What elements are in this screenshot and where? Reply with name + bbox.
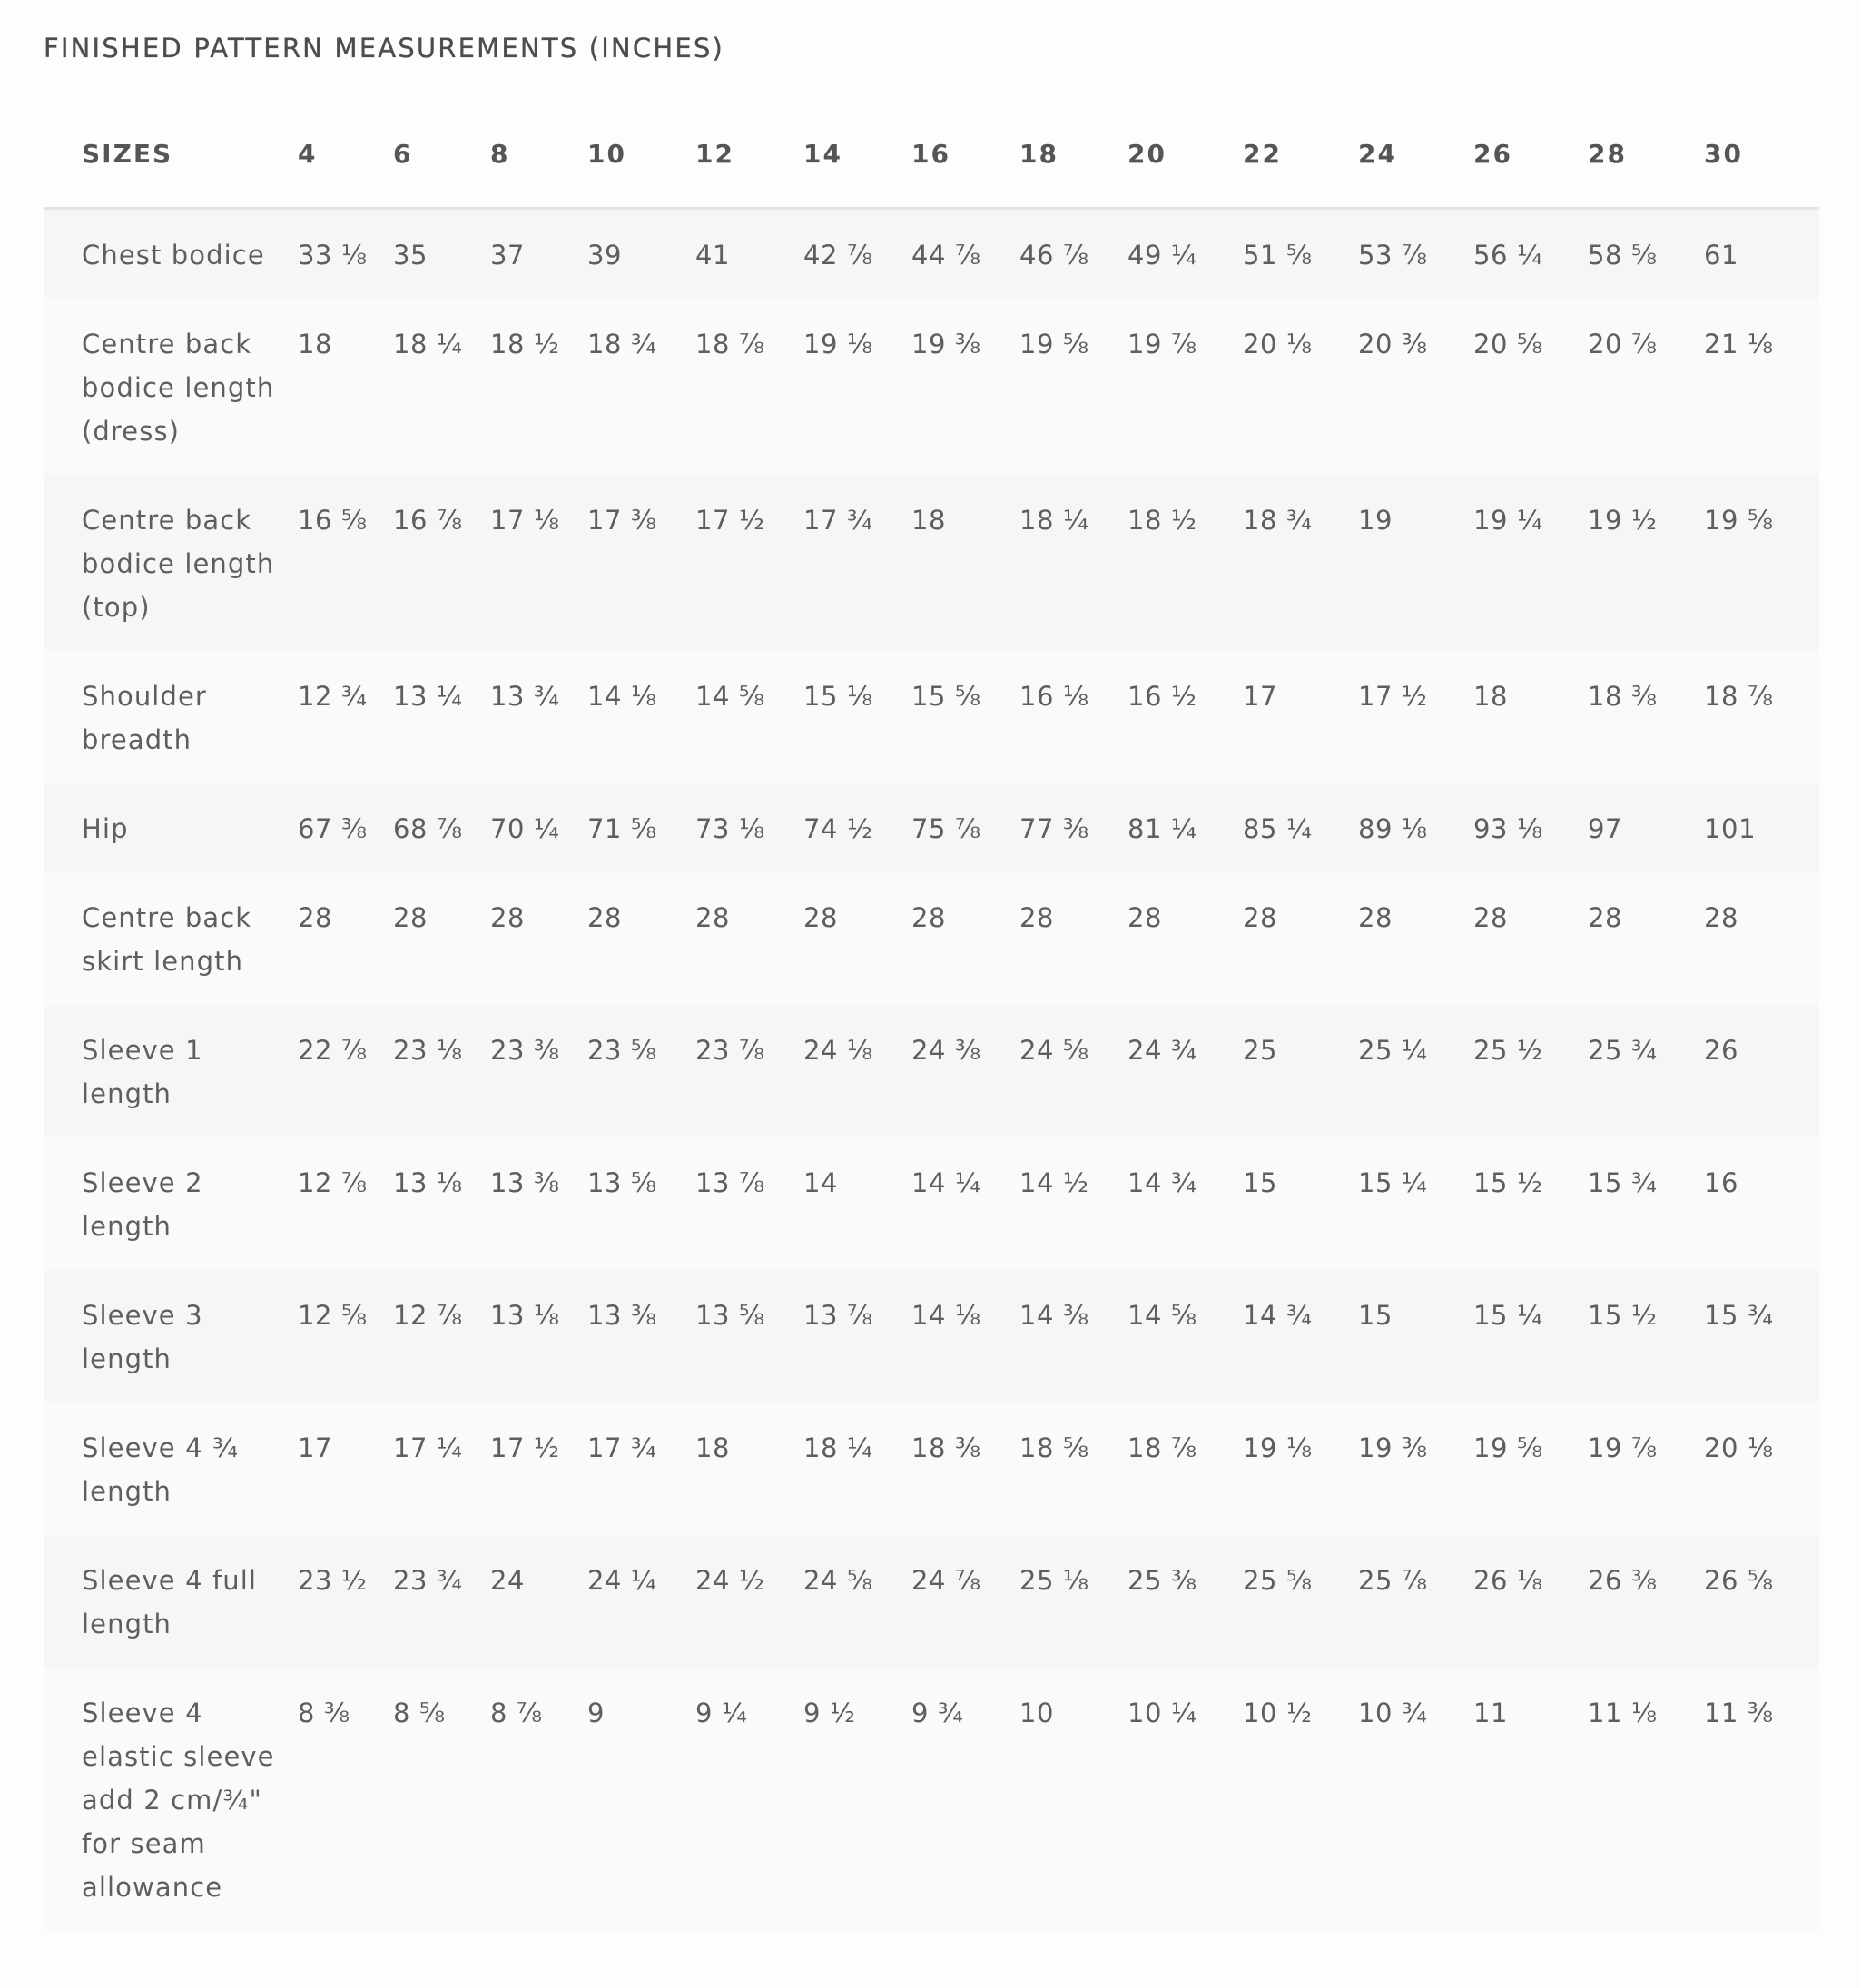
measurement-cell: 15 ½ xyxy=(1588,1270,1704,1402)
measurement-cell: 17 ½ xyxy=(1358,651,1473,783)
size-header: 12 xyxy=(695,100,803,209)
measurement-cell: 14 ⅝ xyxy=(1127,1270,1243,1402)
measurement-cell: 8 ⅜ xyxy=(298,1668,393,1931)
measurement-cell: 18 ⅜ xyxy=(1588,651,1704,783)
measurement-cell: 12 ⅝ xyxy=(298,1270,393,1402)
measurement-cell: 18 xyxy=(298,299,393,475)
measurement-cell: 8 ⅝ xyxy=(393,1668,490,1931)
measurement-cell: 19 ⅞ xyxy=(1127,299,1243,475)
measurement-cell: 19 xyxy=(1358,475,1473,651)
measurement-cell: 14 ⅝ xyxy=(695,651,803,783)
measurements-table-container xyxy=(44,100,1819,1931)
size-header: 28 xyxy=(1588,100,1704,209)
measurement-cell: 18 ⅞ xyxy=(1704,651,1819,783)
measurement-cell: 13 ¾ xyxy=(490,651,587,783)
measurement-cell: 28 xyxy=(587,872,695,1005)
row-label: Shoulder breadth xyxy=(44,651,298,783)
measurement-cell: 18 ¼ xyxy=(1019,475,1127,651)
measurement-cell: 17 ¾ xyxy=(587,1402,695,1535)
measurement-cell: 12 ⅞ xyxy=(393,1270,490,1402)
measurement-cell: 17 ½ xyxy=(695,475,803,651)
measurement-cell: 53 ⅞ xyxy=(1358,209,1473,300)
measurement-cell: 10 xyxy=(1019,1668,1127,1931)
measurement-cell: 24 ⅞ xyxy=(911,1535,1019,1668)
measurement-cell: 18 ⅞ xyxy=(1127,1402,1243,1535)
row-label: Sleeve 4 elastic sleeve add 2 cm/¾" for seam allowance xyxy=(44,1668,298,1931)
measurement-cell: 39 xyxy=(587,209,695,300)
measurement-cell: 17 xyxy=(298,1402,393,1535)
measurement-cell: 28 xyxy=(1588,872,1704,1005)
measurement-cell: 15 ¾ xyxy=(1588,1137,1704,1270)
measurement-cell: 11 ⅜ xyxy=(1704,1668,1819,1931)
measurement-cell: 12 ⅞ xyxy=(298,1137,393,1270)
measurement-cell: 25 ⅞ xyxy=(1358,1535,1473,1668)
table-row xyxy=(44,1005,1819,1137)
measurement-cell: 20 ⅜ xyxy=(1358,299,1473,475)
measurement-cell: 24 ⅜ xyxy=(911,1005,1019,1137)
measurement-cell: 16 ⅛ xyxy=(1019,651,1127,783)
measurement-cell: 20 ⅛ xyxy=(1704,1402,1819,1535)
measurement-cell: 19 ⅝ xyxy=(1473,1402,1588,1535)
measurement-cell: 101 xyxy=(1704,783,1819,872)
measurement-cell: 15 ⅝ xyxy=(911,651,1019,783)
measurement-cell: 23 ⅝ xyxy=(587,1005,695,1137)
measurement-cell: 25 ⅛ xyxy=(1019,1535,1127,1668)
measurement-cell: 22 ⅞ xyxy=(298,1005,393,1137)
measurement-cell: 13 ⅛ xyxy=(393,1137,490,1270)
measurement-cell: 74 ½ xyxy=(803,783,911,872)
size-header: 6 xyxy=(393,100,490,209)
measurement-cell: 23 ⅞ xyxy=(695,1005,803,1137)
measurement-cell: 28 xyxy=(1704,872,1819,1005)
measurement-cell: 23 ¾ xyxy=(393,1535,490,1668)
measurement-cell: 15 ¾ xyxy=(1704,1270,1819,1402)
measurement-cell: 18 ¼ xyxy=(803,1402,911,1535)
sizes-header: SIZES xyxy=(44,100,298,209)
measurement-cell: 24 ¾ xyxy=(1127,1005,1243,1137)
measurement-cell: 28 xyxy=(1127,872,1243,1005)
table-row xyxy=(44,1270,1819,1402)
table-row xyxy=(44,475,1819,651)
measurement-cell: 18 ⅜ xyxy=(911,1402,1019,1535)
measurement-cell: 18 ¼ xyxy=(393,299,490,475)
measurement-cell: 17 xyxy=(1243,651,1358,783)
measurement-cell: 70 ¼ xyxy=(490,783,587,872)
measurement-cell: 15 ½ xyxy=(1473,1137,1588,1270)
row-label: Sleeve 4 ¾ length xyxy=(44,1402,298,1535)
measurement-cell: 28 xyxy=(1019,872,1127,1005)
measurement-cell: 68 ⅞ xyxy=(393,783,490,872)
measurement-cell: 26 ⅝ xyxy=(1704,1535,1819,1668)
measurement-cell: 23 ⅜ xyxy=(490,1005,587,1137)
measurement-cell: 81 ¼ xyxy=(1127,783,1243,872)
row-label: Centre back bodice length (top) xyxy=(44,475,298,651)
measurement-cell: 13 ⅞ xyxy=(803,1270,911,1402)
table-row xyxy=(44,1668,1819,1931)
size-header: 30 xyxy=(1704,100,1819,209)
measurement-cell: 41 xyxy=(695,209,803,300)
size-header: 22 xyxy=(1243,100,1358,209)
measurement-cell: 33 ⅛ xyxy=(298,209,393,300)
table-row xyxy=(44,783,1819,872)
measurement-cell: 14 ¾ xyxy=(1127,1137,1243,1270)
size-header: 16 xyxy=(911,100,1019,209)
measurement-cell: 13 ⅜ xyxy=(587,1270,695,1402)
measurement-cell: 26 ⅛ xyxy=(1473,1535,1588,1668)
measurement-cell: 14 ¼ xyxy=(911,1137,1019,1270)
measurement-cell: 12 ¾ xyxy=(298,651,393,783)
measurement-cell: 42 ⅞ xyxy=(803,209,911,300)
measurement-cell: 18 ⅞ xyxy=(695,299,803,475)
measurement-cell: 13 ⅞ xyxy=(695,1137,803,1270)
row-label: Sleeve 1 length xyxy=(44,1005,298,1137)
measurement-cell: 71 ⅝ xyxy=(587,783,695,872)
measurement-cell: 18 xyxy=(911,475,1019,651)
measurement-cell: 11 xyxy=(1473,1668,1588,1931)
measurement-cell: 61 xyxy=(1704,209,1819,300)
size-header: 14 xyxy=(803,100,911,209)
measurement-cell: 14 ⅜ xyxy=(1019,1270,1127,1402)
measurement-cell: 15 ⅛ xyxy=(803,651,911,783)
measurement-cell: 21 ⅛ xyxy=(1704,299,1819,475)
measurement-cell: 19 ⅝ xyxy=(1019,299,1127,475)
measurement-cell: 46 ⅞ xyxy=(1019,209,1127,300)
measurement-cell: 15 ¼ xyxy=(1473,1270,1588,1402)
measurement-cell: 20 ⅞ xyxy=(1588,299,1704,475)
measurement-cell: 16 ½ xyxy=(1127,651,1243,783)
measurement-cell: 37 xyxy=(490,209,587,300)
measurement-cell: 25 ¾ xyxy=(1588,1005,1704,1137)
row-label: Sleeve 4 full length xyxy=(44,1535,298,1668)
measurement-cell: 9 ¾ xyxy=(911,1668,1019,1931)
header-row xyxy=(44,100,1819,209)
measurement-cell: 58 ⅝ xyxy=(1588,209,1704,300)
size-header: 10 xyxy=(587,100,695,209)
size-header: 20 xyxy=(1127,100,1243,209)
row-label: Chest bodice xyxy=(44,209,298,300)
measurement-cell: 28 xyxy=(490,872,587,1005)
measurements-table-body xyxy=(44,209,1819,1932)
measurement-cell: 14 xyxy=(803,1137,911,1270)
measurement-cell: 97 xyxy=(1588,783,1704,872)
measurement-cell: 19 ⅜ xyxy=(1358,1402,1473,1535)
measurement-cell: 24 ¼ xyxy=(587,1535,695,1668)
table-row xyxy=(44,872,1819,1005)
measurement-cell: 10 ½ xyxy=(1243,1668,1358,1931)
measurement-cell: 28 xyxy=(911,872,1019,1005)
measurement-cell: 77 ⅜ xyxy=(1019,783,1127,872)
measurement-cell: 15 xyxy=(1243,1137,1358,1270)
measurement-cell: 85 ¼ xyxy=(1243,783,1358,872)
measurement-cell: 13 ⅛ xyxy=(490,1270,587,1402)
size-header: 18 xyxy=(1019,100,1127,209)
table-row xyxy=(44,1402,1819,1535)
measurement-cell: 14 ⅛ xyxy=(911,1270,1019,1402)
measurement-cell: 17 ⅜ xyxy=(587,475,695,651)
measurement-cell: 18 ½ xyxy=(490,299,587,475)
measurement-cell: 25 ⅜ xyxy=(1127,1535,1243,1668)
size-header: 26 xyxy=(1473,100,1588,209)
measurement-cell: 73 ⅛ xyxy=(695,783,803,872)
measurement-cell: 23 ⅛ xyxy=(393,1005,490,1137)
row-label: Sleeve 3 length xyxy=(44,1270,298,1402)
measurement-cell: 28 xyxy=(1358,872,1473,1005)
measurement-cell: 14 ½ xyxy=(1019,1137,1127,1270)
measurement-cell: 51 ⅝ xyxy=(1243,209,1358,300)
measurement-cell: 23 ½ xyxy=(298,1535,393,1668)
measurement-cell: 13 ⅝ xyxy=(587,1137,695,1270)
measurement-cell: 25 ½ xyxy=(1473,1005,1588,1137)
row-label: Centre back bodice length (dress) xyxy=(44,299,298,475)
measurement-cell: 24 ½ xyxy=(695,1535,803,1668)
measurement-cell: 28 xyxy=(695,872,803,1005)
measurement-cell: 15 xyxy=(1358,1270,1473,1402)
measurement-cell: 24 ⅝ xyxy=(1019,1005,1127,1137)
measurement-cell: 28 xyxy=(298,872,393,1005)
measurement-cell: 25 xyxy=(1243,1005,1358,1137)
row-label: Hip xyxy=(44,783,298,872)
measurement-cell: 19 ⅛ xyxy=(1243,1402,1358,1535)
measurement-cell: 28 xyxy=(1243,872,1358,1005)
measurement-cell: 14 ⅛ xyxy=(587,651,695,783)
measurement-cell: 24 ⅝ xyxy=(803,1535,911,1668)
measurement-cell: 16 ⅝ xyxy=(298,475,393,651)
table-row xyxy=(44,651,1819,783)
measurement-cell: 16 xyxy=(1704,1137,1819,1270)
measurement-cell: 18 xyxy=(1473,651,1588,783)
size-header: 4 xyxy=(298,100,393,209)
measurement-cell: 28 xyxy=(1473,872,1588,1005)
measurement-cell: 18 ⅝ xyxy=(1019,1402,1127,1535)
measurement-cell: 20 ⅛ xyxy=(1243,299,1358,475)
measurement-cell: 19 ⅞ xyxy=(1588,1402,1704,1535)
measurement-cell: 10 ¾ xyxy=(1358,1668,1473,1931)
measurement-cell: 19 ¼ xyxy=(1473,475,1588,651)
measurement-cell: 13 ⅝ xyxy=(695,1270,803,1402)
measurement-cell: 18 xyxy=(695,1402,803,1535)
measurement-cell: 28 xyxy=(803,872,911,1005)
measurement-cell: 19 ⅛ xyxy=(803,299,911,475)
measurement-cell: 8 ⅞ xyxy=(490,1668,587,1931)
measurement-cell: 18 ½ xyxy=(1127,475,1243,651)
measurement-cell: 19 ⅜ xyxy=(911,299,1019,475)
table-row xyxy=(44,1137,1819,1270)
row-label: Centre back skirt length xyxy=(44,872,298,1005)
measurement-cell: 16 ⅞ xyxy=(393,475,490,651)
measurement-cell: 13 ⅜ xyxy=(490,1137,587,1270)
measurement-cell: 9 xyxy=(587,1668,695,1931)
measurement-cell: 25 ¼ xyxy=(1358,1005,1473,1137)
measurement-cell: 18 ¾ xyxy=(1243,475,1358,651)
measurement-cell: 89 ⅛ xyxy=(1358,783,1473,872)
measurement-cell: 11 ⅛ xyxy=(1588,1668,1704,1931)
measurement-cell: 44 ⅞ xyxy=(911,209,1019,300)
measurement-cell: 26 ⅜ xyxy=(1588,1535,1704,1668)
measurement-cell: 67 ⅜ xyxy=(298,783,393,872)
measurement-cell: 14 ¾ xyxy=(1243,1270,1358,1402)
measurement-cell: 19 ½ xyxy=(1588,475,1704,651)
measurement-cell: 56 ¼ xyxy=(1473,209,1588,300)
measurement-cell: 17 ½ xyxy=(490,1402,587,1535)
measurement-cell: 10 ¼ xyxy=(1127,1668,1243,1931)
row-label: Sleeve 2 length xyxy=(44,1137,298,1270)
measurement-cell: 28 xyxy=(393,872,490,1005)
measurement-cell: 9 ¼ xyxy=(695,1668,803,1931)
measurement-cell: 20 ⅝ xyxy=(1473,299,1588,475)
measurement-cell: 13 ¼ xyxy=(393,651,490,783)
measurement-cell: 9 ½ xyxy=(803,1668,911,1931)
measurement-cell: 25 ⅝ xyxy=(1243,1535,1358,1668)
table-row xyxy=(44,1535,1819,1668)
measurement-cell: 17 ⅛ xyxy=(490,475,587,651)
measurement-cell: 19 ⅝ xyxy=(1704,475,1819,651)
measurement-cell: 26 xyxy=(1704,1005,1819,1137)
measurements-table xyxy=(44,100,1819,1931)
measurement-cell: 24 xyxy=(490,1535,587,1668)
measurement-cell: 93 ⅛ xyxy=(1473,783,1588,872)
measurement-cell: 18 ¾ xyxy=(587,299,695,475)
size-header: 24 xyxy=(1358,100,1473,209)
table-row xyxy=(44,209,1819,300)
measurement-cell: 17 ¾ xyxy=(803,475,911,651)
measurement-cell: 15 ¼ xyxy=(1358,1137,1473,1270)
measurement-cell: 24 ⅛ xyxy=(803,1005,911,1137)
size-header: 8 xyxy=(490,100,587,209)
measurement-cell: 35 xyxy=(393,209,490,300)
measurement-cell: 49 ¼ xyxy=(1127,209,1243,300)
table-row xyxy=(44,299,1819,475)
measurement-cell: 75 ⅞ xyxy=(911,783,1019,872)
page-title: FINISHED PATTERN MEASUREMENTS (INCHES) xyxy=(44,33,725,64)
measurement-cell: 17 ¼ xyxy=(393,1402,490,1535)
